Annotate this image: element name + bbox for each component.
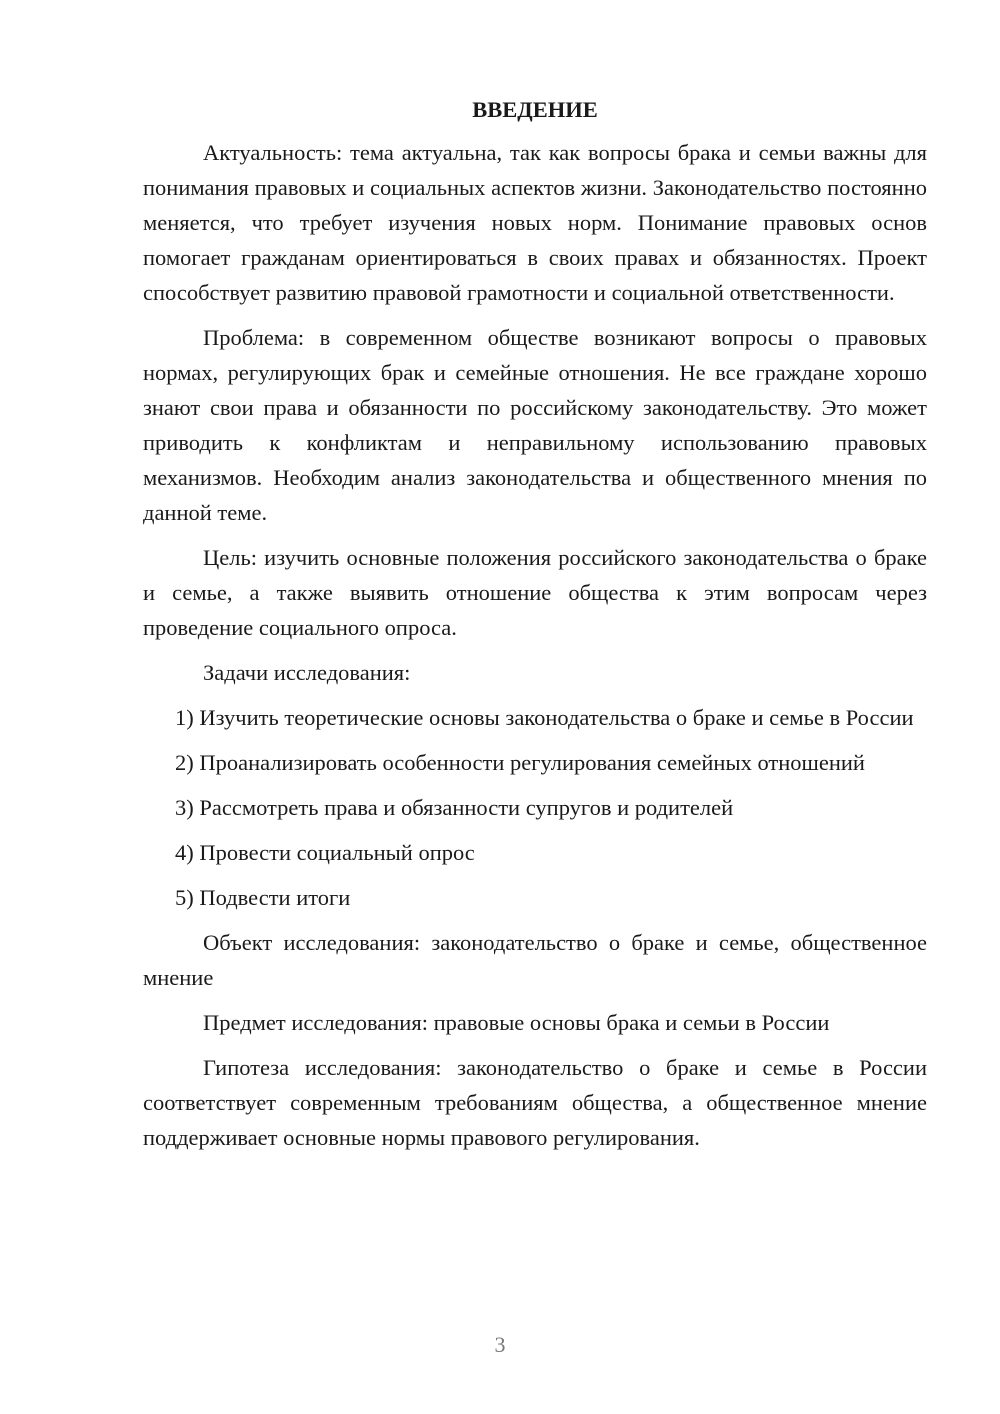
research-subject-paragraph: Предмет исследования: правовые основы брака и семьи в России <box>203 1010 830 1035</box>
hypothesis-paragraph: Гипотеза исследования: законодательство о браке и семье в России соответствует современным требованиям общества, а общественное мнение поддерживает основные нормы правового регулирования. <box>143 1055 927 1150</box>
goal-paragraph: Цель: изучить основные положения российского законодательства о браке и семье, а также выявить отношение общества к этим вопросам через проведение социального опроса. <box>143 545 927 640</box>
page-number: 3 <box>494 1332 506 1357</box>
task-item-2: 2) Проанализировать особенности регулирования семейных отношений <box>175 750 865 775</box>
tasks-heading: Задачи исследования: <box>203 660 411 685</box>
task-item-3: 3) Рассмотреть права и обязанности супругов и родителей <box>175 795 734 820</box>
document-page <box>143 92 927 1165</box>
task-item-4: 4) Провести социальный опрос <box>175 840 475 865</box>
relevance-paragraph: Актуальность: тема актуальна, так как вопросы брака и семьи важны для понимания правовых и социальных аспектов жизни. Законодательство постоянно меняется, что требует изучения новых норм. Понимание правовых основ помогает гражданам ориентироваться в своих правах и обязанностях. Проект способствует развитию правовой грамотности и социальной ответственности. <box>143 140 927 305</box>
task-item-1: 1) Изучить теоретические основы законодательства о браке и семье в России <box>175 705 914 730</box>
task-item-5: 5) Подвести итоги <box>175 885 351 910</box>
problem-paragraph: Проблема: в современном обществе возникают вопросы о правовых нормах, регулирующих брак и семейные отношения. Не все граждане хорошо знают свои права и обязанности по российскому законодательству. Это может приводить к конфликтам и неправильному использованию правовых механизмов. Необходим анализ законодательства и общественного мнения по данной теме. <box>143 325 927 525</box>
section-title: ВВЕДЕНИЕ <box>472 97 598 122</box>
research-object-paragraph: Объект исследования: законодательство о браке и семье, общественное мнение <box>143 930 927 990</box>
